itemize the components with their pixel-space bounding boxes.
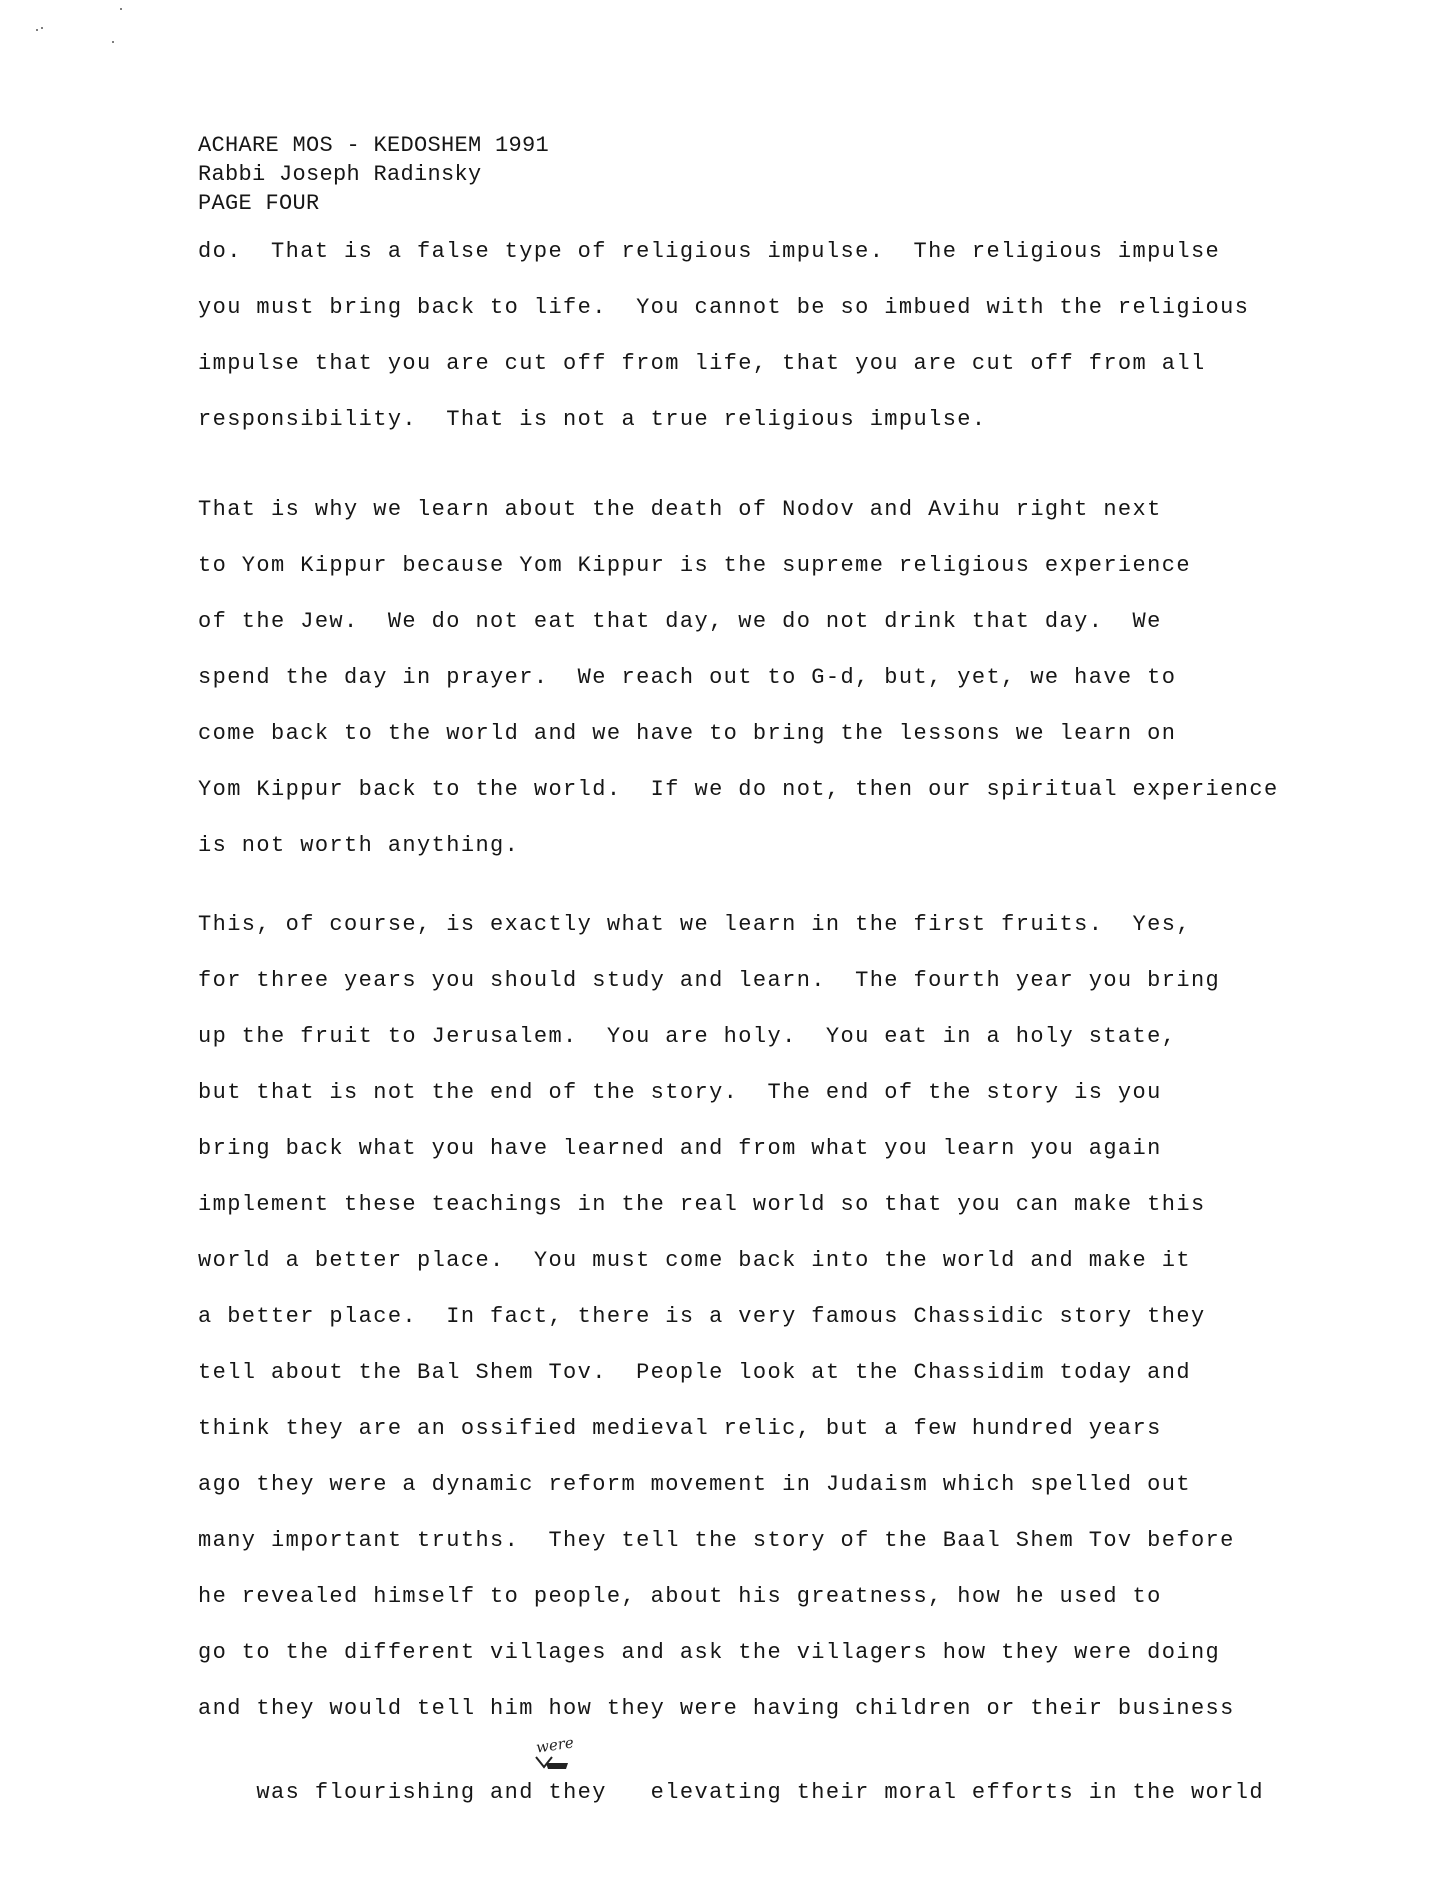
text-line: to Yom Kippur because Yom Kippur is the supreme religious experience: [198, 553, 1191, 578]
text-line: you must bring back to life. You cannot be so imbued with the religious: [198, 295, 1250, 320]
text-line: ago they were a dynamic reform movement in Judaism which spelled out: [198, 1472, 1191, 1497]
text-line: This, of course, is exactly what we learn in the first fruits. Yes,: [198, 912, 1191, 937]
scan-speck-3: [120, 8, 122, 10]
text-line-with-insertion: [198, 1733, 1264, 1807]
handwritten-insertion: were: [534, 1733, 575, 1757]
text-line: was flourishing and they elevating their moral efforts in the world: [256, 1780, 1264, 1805]
text-line: up the fruit to Jerusalem. You are holy. You eat in a holy state,: [198, 1024, 1177, 1049]
text-line: world a better place. You must come back into the world and make it: [198, 1248, 1191, 1273]
header-author: Rabbi Joseph Radinsky: [198, 162, 482, 187]
text-line: Yom Kippur back to the world. If we do not, then our spiritual experience: [198, 777, 1279, 802]
text-line: for three years you should study and learn. The fourth year you bring: [198, 968, 1221, 993]
scan-speck-1: [36, 29, 38, 31]
scan-speck-4: [112, 41, 114, 43]
text-line: spend the day in prayer. We reach out to G-d, but, yet, we have to: [198, 665, 1177, 690]
text-line: come back to the world and we have to bring the lessons we learn on: [198, 721, 1177, 746]
text-line: responsibility. That is not a true religious impulse.: [198, 407, 987, 432]
header-title: ACHARE MOS - KEDOSHEM 1991: [198, 133, 550, 158]
text-line: impulse that you are cut off from life, that you are cut off from all: [198, 351, 1206, 376]
paragraph-3: [198, 911, 1264, 1807]
text-line: of the Jew. We do not eat that day, we do not drink that day. We: [198, 609, 1162, 634]
paragraph-2: [198, 496, 1279, 888]
text-line: is not worth anything.: [198, 833, 520, 858]
text-line: and they would tell him how they were having children or their business: [198, 1696, 1235, 1721]
text-line: many important truths. They tell the story of the Baal Shem Tov before: [198, 1528, 1235, 1553]
paragraph-1: [198, 238, 1249, 462]
page-header: [198, 131, 549, 218]
text-line: do. That is a false type of religious impulse. The religious impulse: [198, 239, 1221, 264]
text-line: go to the different villages and ask the villagers how they were doing: [198, 1640, 1221, 1665]
text-line: but that is not the end of the story. The end of the story is you: [198, 1080, 1162, 1105]
text-line: implement these teachings in the real world so that you can make this: [198, 1192, 1206, 1217]
text-line: tell about the Bal Shem Tov. People look at the Chassidim today and: [198, 1360, 1191, 1385]
text-line: bring back what you have learned and from what you learn you again: [198, 1136, 1162, 1161]
header-page-number: PAGE FOUR: [198, 191, 320, 216]
text-line: he revealed himself to people, about his greatness, how he used to: [198, 1584, 1162, 1609]
scan-speck-2: [41, 27, 43, 29]
text-line: That is why we learn about the death of Nodov and Avihu right next: [198, 497, 1162, 522]
text-line: think they are an ossified medieval relic, but a few hundred years: [198, 1416, 1162, 1441]
insertion-caret-mark: [534, 1753, 574, 1773]
text-line: a better place. In fact, there is a very famous Chassidic story they: [198, 1304, 1206, 1329]
